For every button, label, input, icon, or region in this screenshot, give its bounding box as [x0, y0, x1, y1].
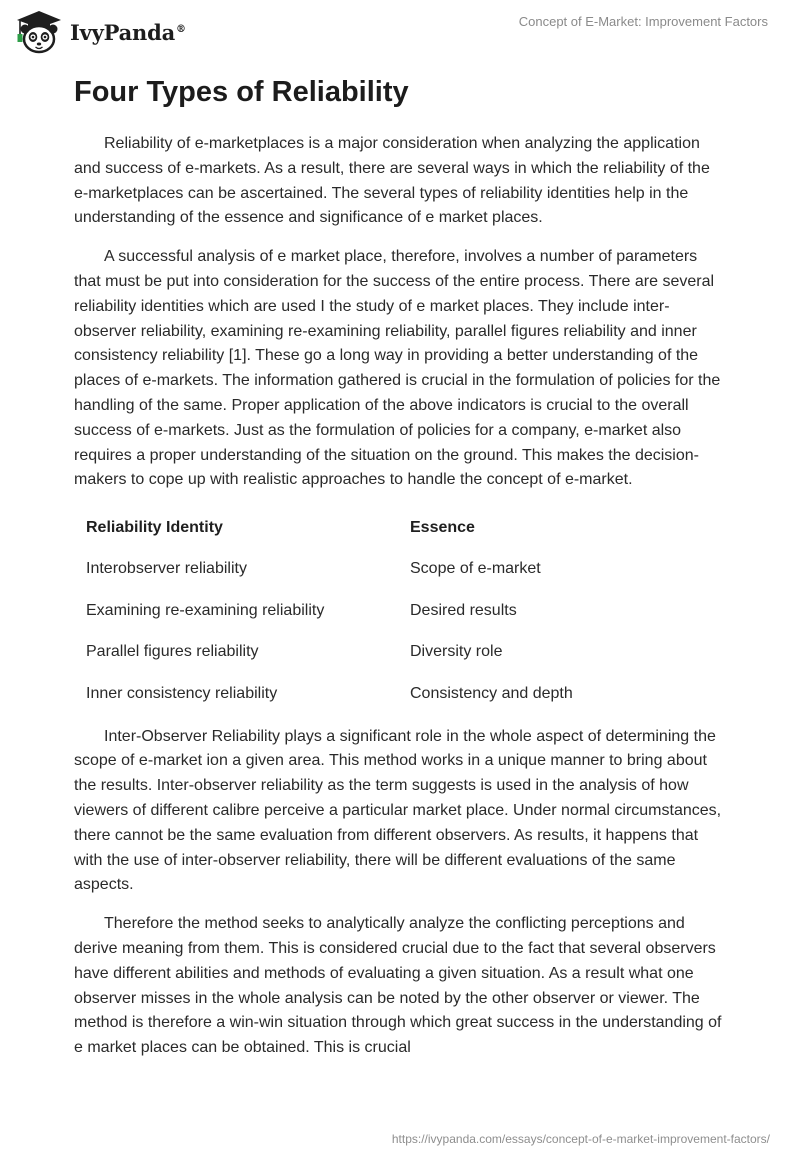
- page-header: [0, 0, 800, 60]
- paragraph-4: Therefore the method seeks to analytically analyze the conflicting perceptions and derive meaning from them. This is considered crucial due to the fact that several observers have different abilities and methods of evaluating a given situation. As a result what one observer misses in the whole analysis can be noted by the other observer or viewer. The method is therefore a win-win situation through which great success in the understanding of e market places can be obtained. This is crucial: [74, 915, 722, 1057]
- table-cell: Inner consistency reliability: [86, 684, 278, 702]
- source-url[interactable]: https://ivypanda.com/essays/concept-of-e-market-improvement-factors/: [391, 1132, 770, 1146]
- document-title: Concept of E-Market: Improvement Factors: [518, 14, 768, 29]
- table-cell: Consistency and depth: [410, 684, 573, 702]
- panda-graduate-icon: [14, 9, 64, 55]
- table-header-cell: Essence: [410, 518, 475, 536]
- paragraph-1: Reliability of e-marketplaces is a major consideration when analyzing the application and success of e-markets. As a result, there are several ways in which the reliability of the e-marketplaces can be ascertained. The several types of reliability identities help in the understanding of the essence and significance of e market places.: [74, 135, 710, 227]
- table-row: [74, 590, 724, 632]
- table-cell: Desired results: [410, 601, 517, 619]
- table-header-row: [74, 507, 724, 549]
- table-cell: Examining re-examining reliability: [86, 601, 325, 619]
- table-cell: Diversity role: [410, 643, 503, 661]
- table-cell: Scope of e-market: [410, 560, 541, 578]
- article-body: [74, 74, 724, 1075]
- table-row: [74, 549, 724, 591]
- brand-name: IvyPanda®: [70, 19, 186, 45]
- table-row: [74, 673, 724, 715]
- registered-mark: ®: [176, 23, 186, 35]
- table-cell: Interobserver reliability: [86, 560, 247, 578]
- paragraph-3: Inter-Observer Reliability plays a significant role in the whole aspect of determining the scope of e-market ion a given area. This method works in a unique manner to bring about the results. Inter-observer reliability as the term suggests is used in the analysis of how viewers of different calibre perceive a particular market place. Under normal circumstances, there cannot be the same evaluation from different observers. As results, it happens that with the use of inter-observer reliability, there will be different evaluations of the same aspects.: [74, 727, 722, 894]
- brand-logo[interactable]: [14, 9, 186, 55]
- reliability-table: [74, 507, 724, 715]
- paragraph-2: A successful analysis of e market place, therefore, involves a number of parameters that must be put into consideration for the success of the entire process. There are several reliability identities which are used I the study of e market places. They include inter-observer reliability, examining re-examining reliability, parallel figures reliability and inner consistency reliability [1]. These go a long way in providing a better understanding of the places of e-markets. The information gathered is crucial in the formulation of policies for the handling of the same. Proper application of the above indicators is crucial to the overall success of e-markets. Just as the formulation of policies for a company, e-market also requires a proper understanding of the situation on the ground. This makes the decision-makers to cope up with realistic approaches to handle the concept of e-market.: [74, 248, 721, 489]
- table-cell: Parallel figures reliability: [86, 643, 259, 661]
- table-row: [74, 632, 724, 674]
- table-header-cell: Reliability Identity: [86, 518, 223, 536]
- section-heading: Four Types of Reliability: [74, 76, 409, 108]
